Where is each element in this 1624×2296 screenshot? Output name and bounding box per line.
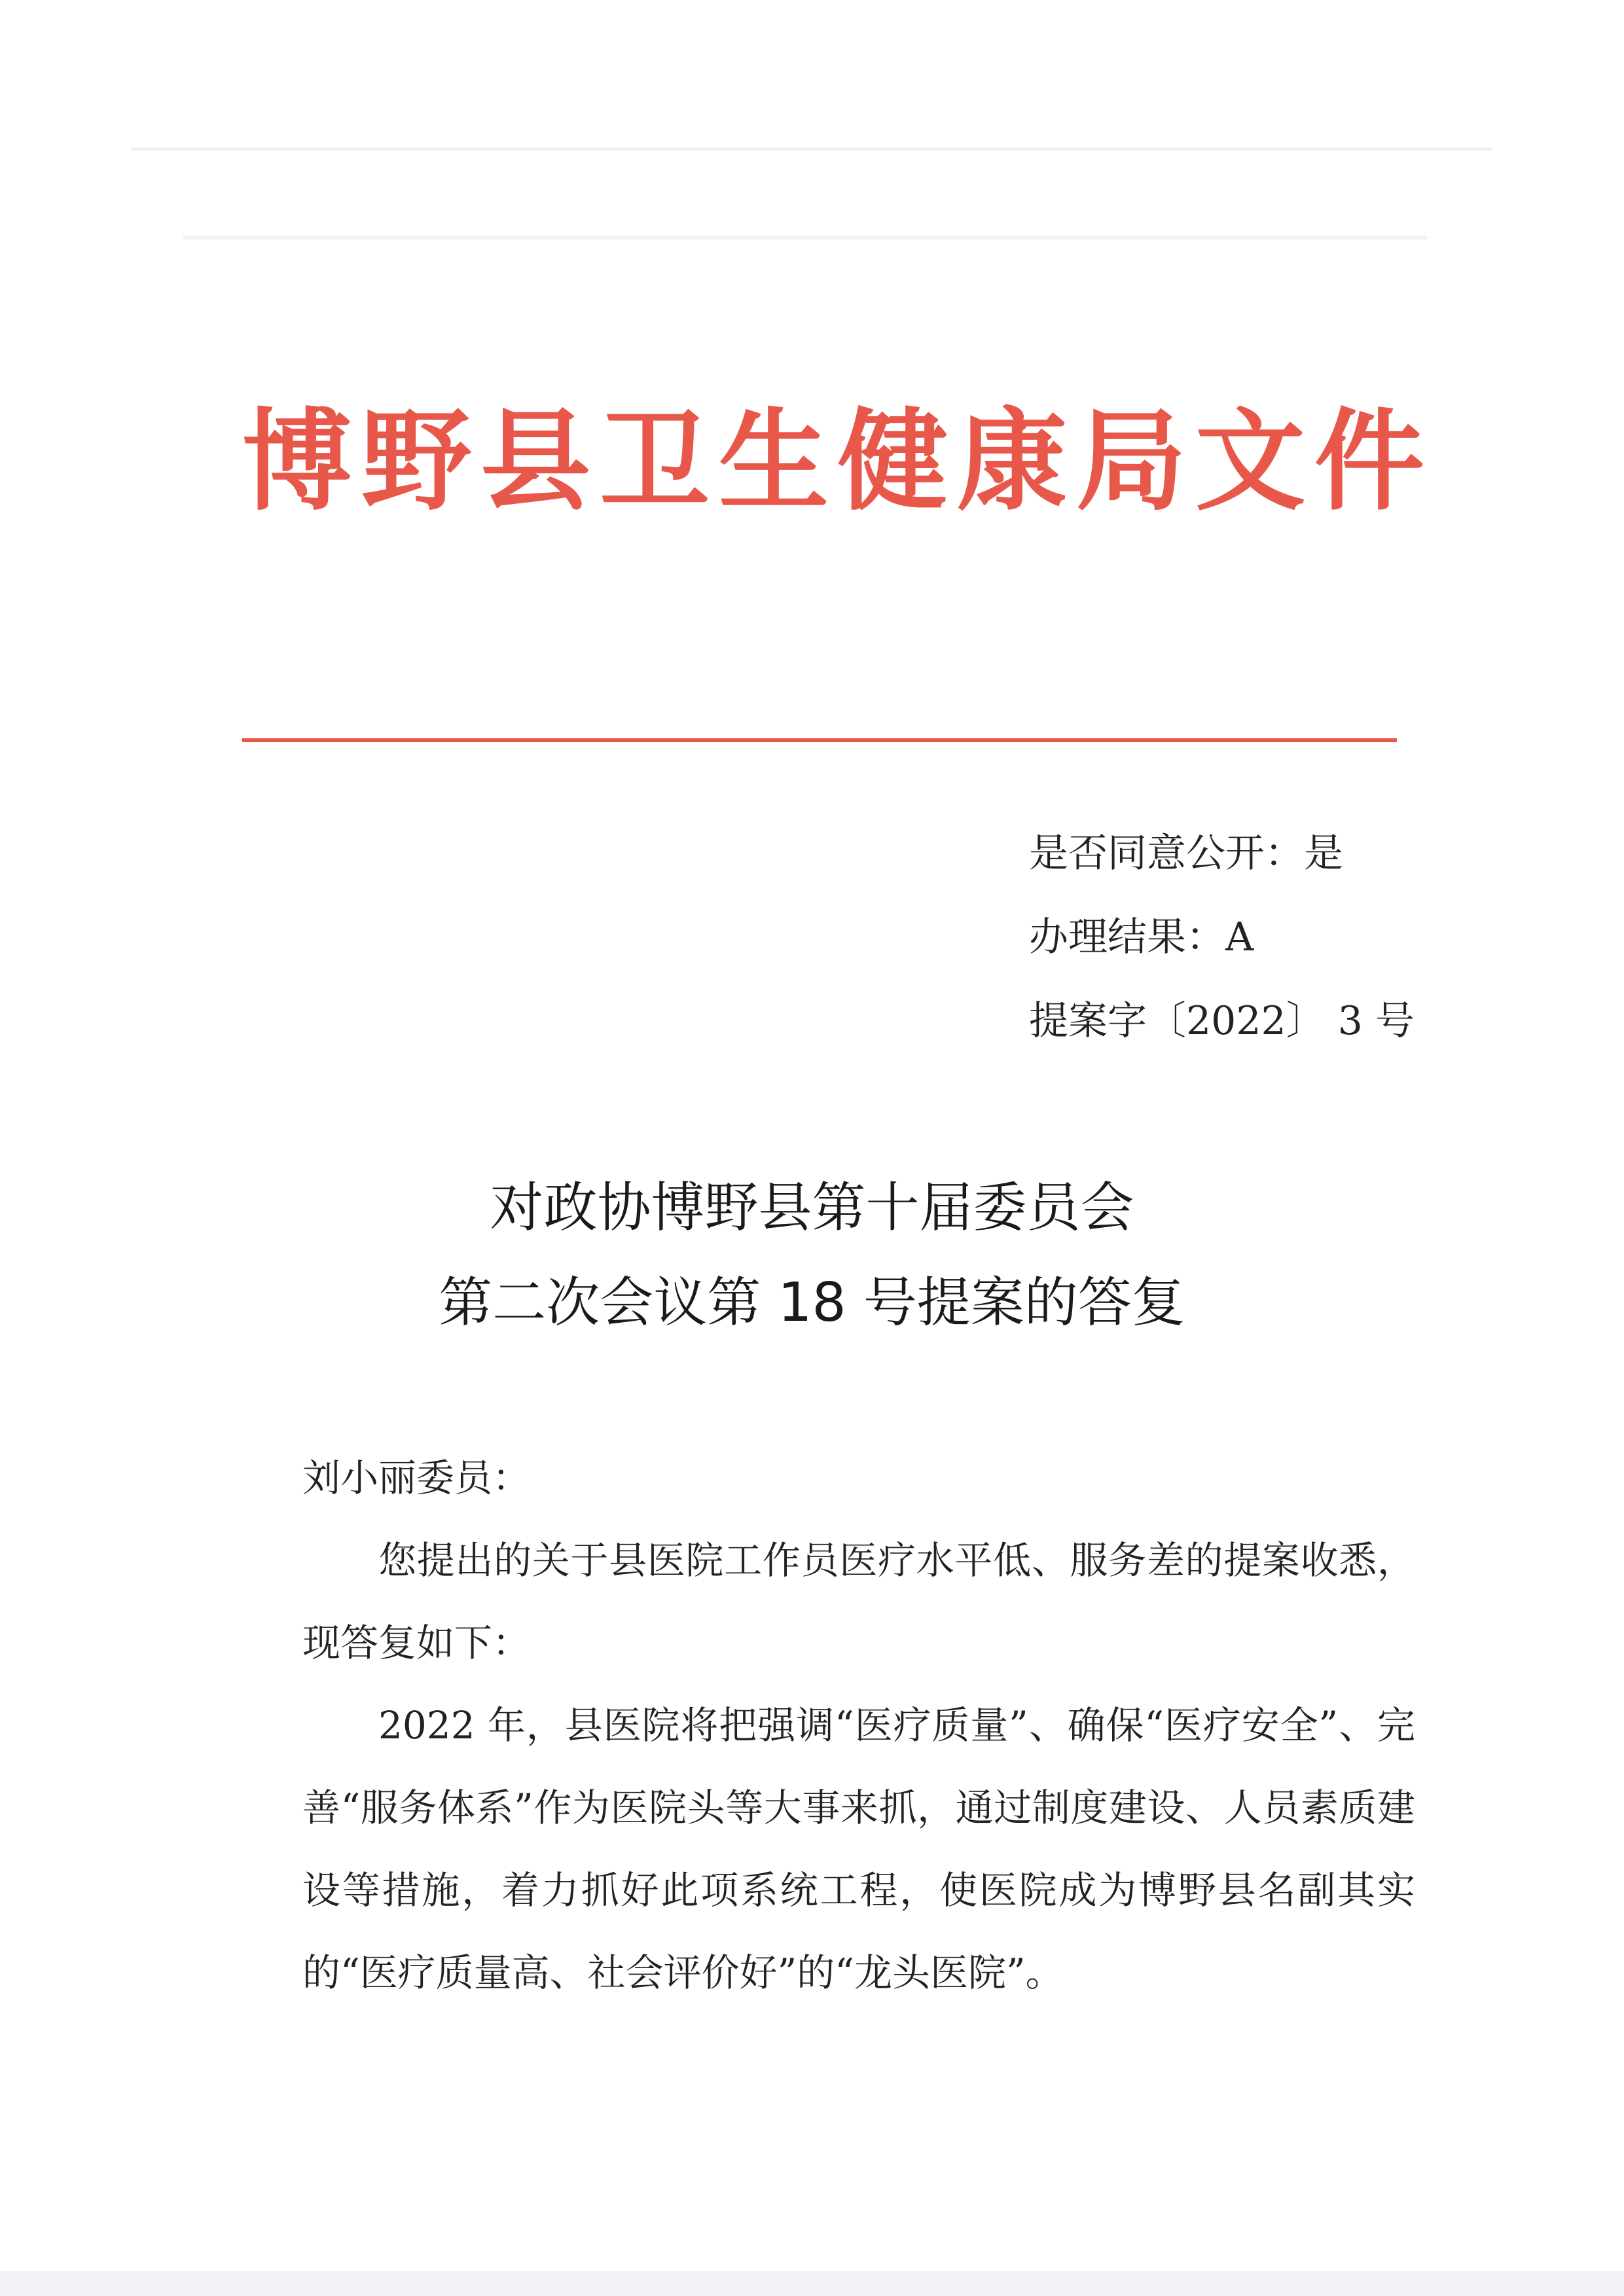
- document-body: [302, 1437, 1415, 2014]
- document-meta: [1029, 812, 1415, 1063]
- disclosure-line: 是否同意公开：是: [1029, 831, 1343, 876]
- issuer-header: 博野县卫生健康局文件: [242, 396, 1434, 526]
- document-title-line-1: 对政协博野县第十届委员会: [490, 1177, 1134, 1239]
- scan-edge: [0, 2271, 1624, 2296]
- salutation: 刘小丽委员：: [302, 1456, 531, 1500]
- document-number: 提案字〔2022〕 3 号: [1029, 998, 1415, 1044]
- paragraph: 您提出的关于县医院工作员医疗水平低、服务差的提案收悉，现答复如下：: [302, 1538, 1415, 1665]
- paragraph: 2022 年，县医院将把强调“医疗质量”、确保“医疗安全”、完善“服务体系”作为医院头等大事来抓，通过制度建设、人员素质建设等措施，着力抓好此项系统工程，使医院成为博野县名副其实的“医疗质量高、社会评价好”的“龙头医院”。: [302, 1703, 1415, 1995]
- red-divider-line: [242, 738, 1397, 742]
- result-line: 办理结果：A: [1029, 914, 1254, 960]
- scan-artifact: [131, 147, 1492, 151]
- document-title-line-2: 第二次会议第 18 号提案的答复: [439, 1272, 1185, 1334]
- scan-artifact: [183, 236, 1427, 240]
